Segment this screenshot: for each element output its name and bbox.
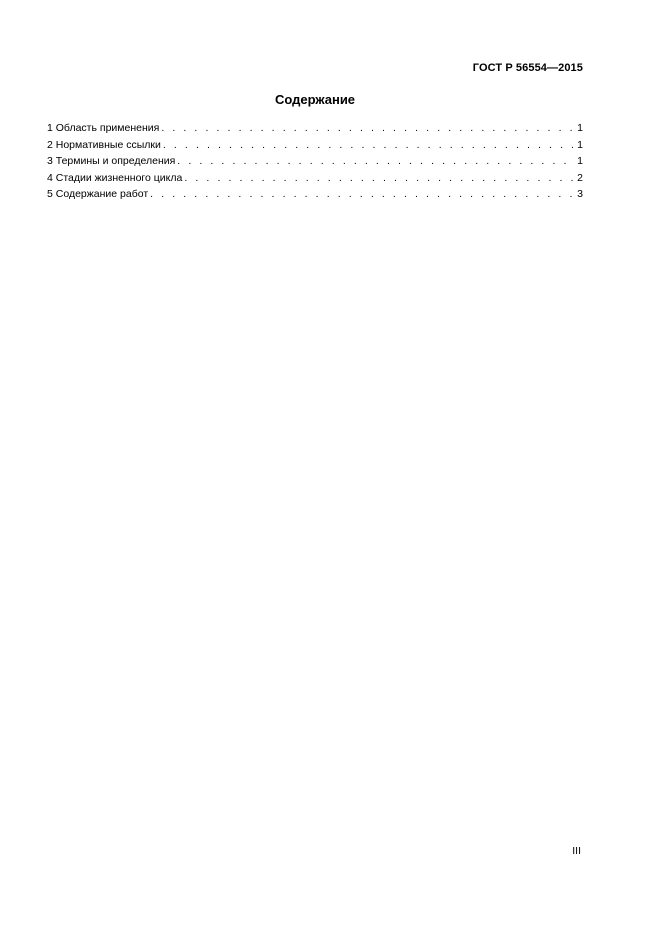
toc-entry-label: 1 Область применения: [47, 122, 160, 134]
toc-leader-dots: [161, 120, 573, 137]
toc-leader-dots: [150, 186, 573, 203]
toc-leader-dots: [177, 153, 573, 170]
toc-entry-page: 1: [577, 122, 583, 134]
toc-entry-label: 5 Содержание работ: [47, 188, 149, 200]
document-code: ГОСТ Р 56554—2015: [472, 62, 583, 74]
toc-entry[interactable]: [47, 153, 583, 170]
toc-entry[interactable]: [47, 186, 583, 203]
toc-leader-dots: [184, 170, 573, 187]
toc-entry-page: 2: [577, 171, 583, 184]
page-number: III: [572, 845, 581, 857]
toc-entry-page: 1: [577, 155, 583, 167]
toc-title: Содержание: [274, 92, 356, 107]
toc-entry-label: 3 Термины и определения: [47, 155, 176, 167]
toc-entry-page: 1: [577, 138, 583, 151]
toc-entry-page: 3: [577, 188, 583, 200]
toc-entry[interactable]: [47, 137, 583, 154]
toc-entry-label: 4 Стадии жизненного цикла: [47, 171, 183, 184]
toc-entry-label: 2 Нормативные ссылки: [47, 138, 161, 151]
toc-entry[interactable]: [47, 120, 583, 137]
table-of-contents: [47, 120, 583, 203]
toc-leader-dots: [163, 137, 573, 154]
toc-entry[interactable]: [47, 170, 583, 187]
